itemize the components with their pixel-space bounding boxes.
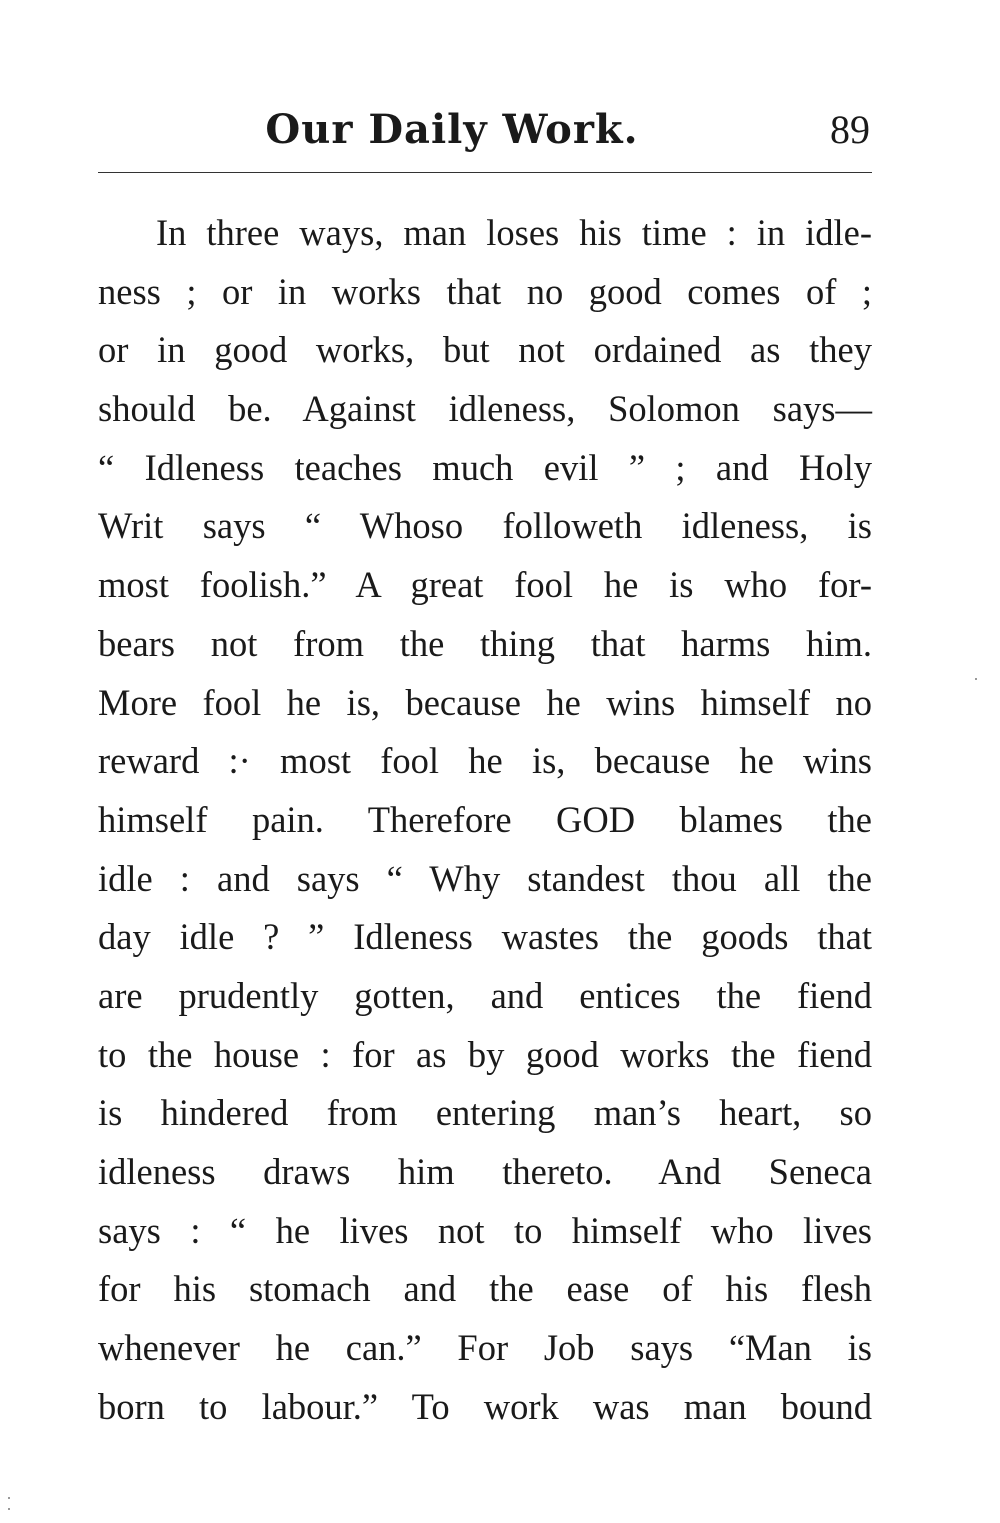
- text-line: is hindered from entering man’s heart, so: [98, 1092, 872, 1134]
- text-line: idle : and says “ Why standest thou all the: [98, 857, 872, 899]
- header-rule: [98, 172, 872, 173]
- text-line: or in good works, but not ordained as they: [98, 329, 872, 371]
- text-line: himself pain. Therefore GOD blames the: [98, 798, 872, 840]
- text-line: More fool he is, because he wins himself no: [98, 681, 872, 723]
- text-line: most foolish.” A great fool he is who for-: [98, 564, 872, 606]
- text-line: are prudently gotten, and entices the fiend: [98, 974, 872, 1016]
- text-line: ness ; or in works that no good comes of ;: [98, 270, 872, 312]
- text-line: should be. Against idleness, Solomon says—: [98, 388, 872, 430]
- paper-speck: [8, 1497, 10, 1499]
- page-number: 89: [830, 107, 870, 152]
- paper-speck: [8, 1508, 10, 1510]
- text-line: whenever he can.” For Job says “Man is: [98, 1327, 872, 1369]
- text-line: born to labour.” To work was man bound: [98, 1385, 872, 1427]
- text-line: idleness draws him thereto. And Seneca: [98, 1151, 872, 1192]
- text-line: reward :· most fool he is, because he wins: [98, 740, 872, 782]
- text-line: In three ways, man loses his time : in idle-: [156, 212, 872, 253]
- text-line: Writ says “ Whoso followeth idleness, is: [98, 505, 872, 547]
- text-line: bears not from the thing that harms him.: [98, 622, 872, 664]
- running-head: [98, 100, 872, 160]
- text-line: for his stomach and the ease of his flesh: [98, 1268, 872, 1310]
- text-line: day idle ? ” Idleness wastes the goods that: [98, 916, 872, 958]
- text-line: “ Idleness teaches much evil ” ; and Holy: [98, 446, 872, 488]
- text-line: to the house : for as by good works the fiend: [98, 1033, 872, 1075]
- paper-speck: [975, 678, 977, 680]
- running-title: Our Daily Work.: [265, 106, 639, 153]
- body-text: [98, 204, 872, 1436]
- text-line: says : “ he lives not to himself who lives: [98, 1209, 872, 1251]
